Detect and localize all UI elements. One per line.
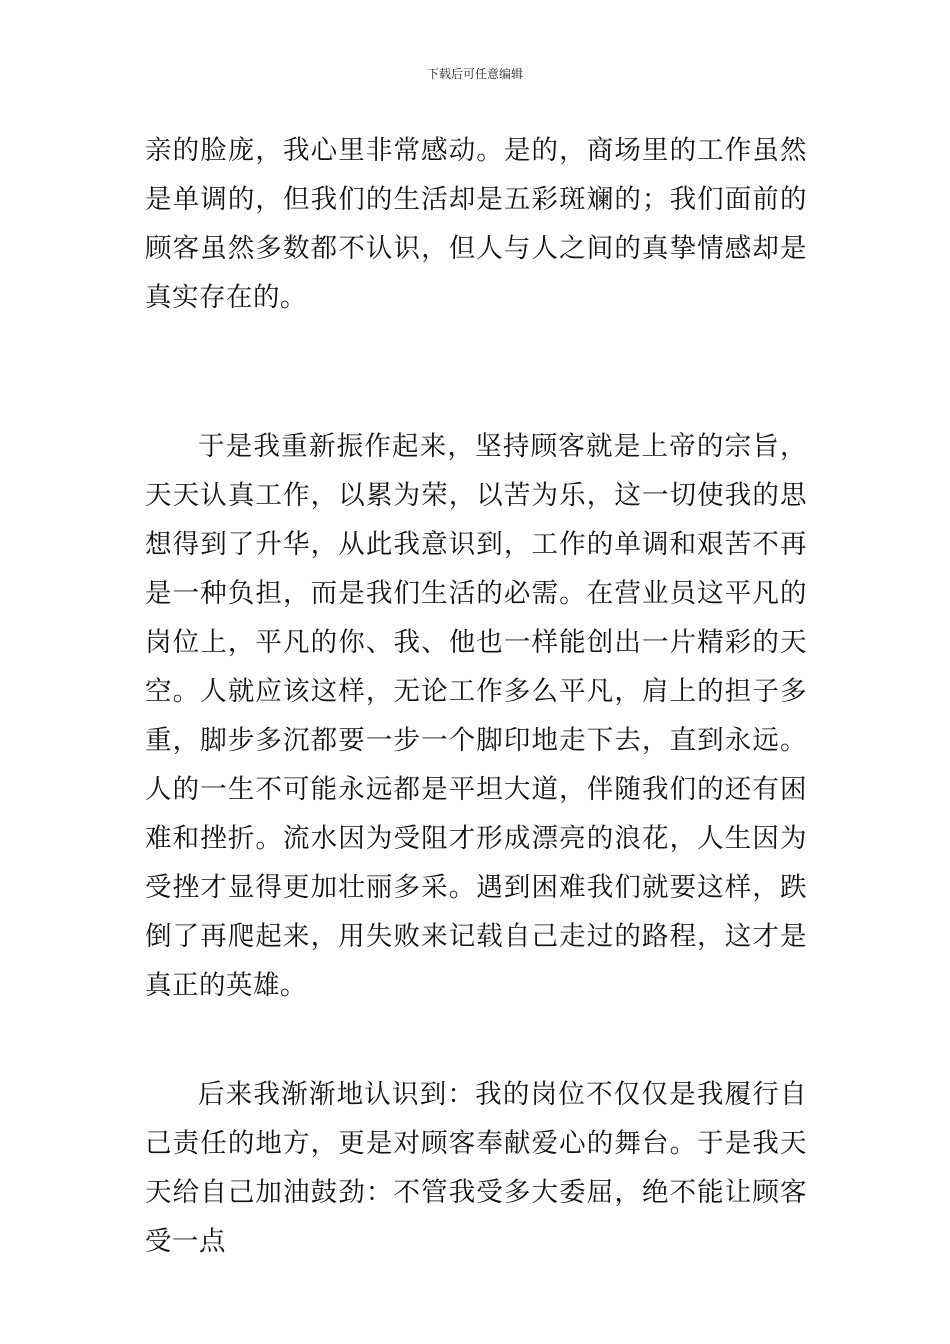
paragraph-1: 亲的脸庞，我心里非常感动。是的，商场里的工作虽然是单调的，但我们的生活却是五彩斑斓的；我们面前的顾客虽然多数都不认识，但人与人之间的真挚情感却是真实存在的。: [145, 135, 807, 313]
paragraph-3: 后来我渐渐地认识到：我的岗位不仅仅是我履行自己责任的地方，更是对顾客奉献爱心的舞台。于是我天天给自己加油鼓劲：不管我受多大委屈，绝不能让顾客受一点: [145, 1079, 807, 1257]
paragraph-2: 于是我重新振作起来，坚持顾客就是上帝的宗旨，天天认真工作，以累为荣，以苦为乐，这一切使我的思想得到了升华，从此我意识到，工作的单调和艰苦不再是一种负担，而是我们生活的必需。在营业员这平凡的岗位上，平凡的你、我、他也一样能创出一片精彩的天空。人就应该这样，无论工作多么平凡，肩上的担子多重，脚步多沉都要一步一个脚印地走下去，直到永远。人的一生不可能永远都是平坦大道，伴随我们的还有困难和挫折。流水因为受阻才形成漂亮的浪花，人生因为受挫才显得更加壮丽多采。遇到困难我们就要这样，跌倒了再爬起来，用失败来记载自己走过的路程，这才是真正的英雄。: [145, 431, 807, 1001]
page-header: 下载后可任意编辑: [426, 67, 523, 81]
